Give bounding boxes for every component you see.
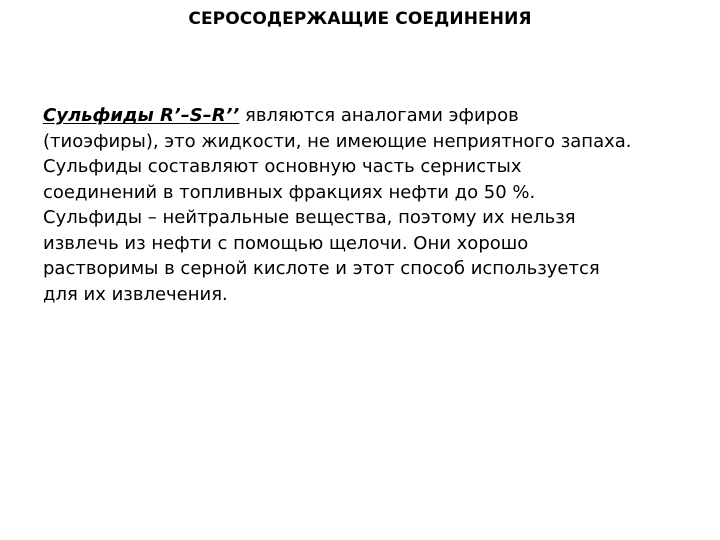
body-line-8: для их извлечения. [43, 283, 228, 305]
body-line-1-text: являются аналогами эфиров [239, 105, 519, 126]
body-line-3: Сульфиды составляют основную часть сернистых [43, 156, 522, 177]
body-line-6: извлечь из нефти с помощью щелочи. Они хорошо [43, 232, 529, 254]
sulfides-term: Сульфиды R’–S–R’’ [43, 105, 240, 126]
slide-title: СЕРОСОДЕРЖАЩИЕ СОЕДИНЕНИЯ [188, 9, 532, 29]
slide-body [43, 103, 703, 307]
body-line-5: Сульфиды – нейтральные вещества, поэтому их нельзя [43, 207, 576, 228]
body-line-7: растворимы в серной кислоте и этот способ используется [43, 258, 600, 279]
body-line-1 [43, 103, 703, 129]
body-line-2: (тиоэфиры), это жидкости, не имеющие неприятного запаха. [43, 130, 632, 152]
body-line-4: соединений в топливных фракциях нефти до 50 %. [43, 181, 536, 203]
